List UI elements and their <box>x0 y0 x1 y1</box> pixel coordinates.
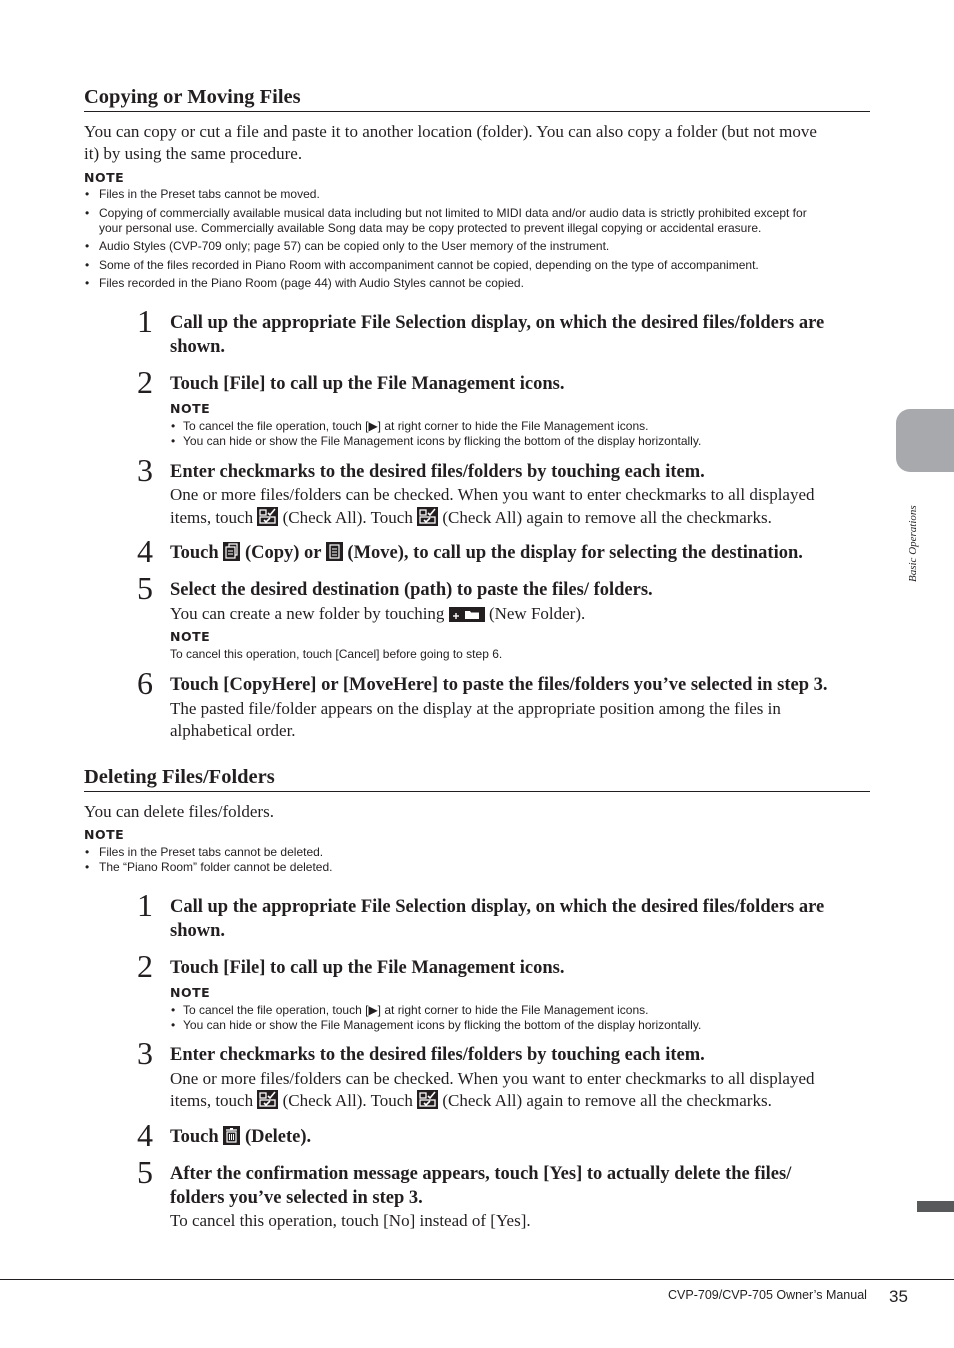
step-body: items, touch (Check All). Touch (Check All) again to remove all the checkmarks. <box>170 1091 772 1110</box>
step-title: Select the desired destination (path) to paste the files/ folders. <box>170 580 653 600</box>
step-body: You can create a new folder by touching (New Folder). <box>170 604 586 623</box>
step-body: items, touch (Check All). Touch (Check All) again to remove all the checkmarks. <box>170 508 772 527</box>
delete-icon <box>223 1126 240 1145</box>
note-item: To cancel this operation, touch [Cancel] before going to step 6. <box>170 647 503 661</box>
note-item: • Copying of commercially available musical data including but not limited to MIDI data and/or audio data is strictly prohibited except for <box>85 206 807 220</box>
intro-text: it) by using the same procedure. <box>84 144 303 163</box>
step-title: shown. <box>170 337 226 357</box>
step-title: Touch [File] to call up the File Management icons. <box>170 958 565 978</box>
note-item: • You can hide or show the File Management icons by flicking the bottom of the display horizontally. <box>171 434 702 448</box>
note-item: • You can hide or show the File Management icons by flicking the bottom of the display horizontally. <box>171 1018 702 1032</box>
step-title: Touch [File] to call up the File Management icons. <box>170 374 565 394</box>
new-folder-icon <box>449 607 485 622</box>
step-body: The pasted file/folder appears on the display at the appropriate position among the files in <box>170 699 781 718</box>
step-number: 3 <box>137 452 153 488</box>
step-number: 3 <box>137 1035 153 1071</box>
step-number: 5 <box>137 1154 153 1190</box>
step-body: One or more files/folders can be checked. When you want to enter checkmarks to all displayed <box>170 485 815 504</box>
note-item: • Files in the Preset tabs cannot be deleted. <box>85 845 324 859</box>
note-label: NOTE <box>84 827 125 842</box>
note-item-continued: your personal use. Commercially available Song data may be copy protected to prevent illegal copying or accidental erasure. <box>99 221 762 235</box>
step-title: Call up the appropriate File Selection display, on which the desired files/folders are <box>170 313 825 333</box>
note-item: • Some of the files recorded in Piano Room with accompaniment cannot be copied, depending on the type of accompaniment. <box>85 258 759 272</box>
step-number: 6 <box>137 665 153 701</box>
note-label: NOTE <box>84 170 125 185</box>
check-all-icon <box>417 1090 438 1109</box>
step-title: folders you’ve selected in step 3. <box>170 1188 423 1208</box>
step-number: 4 <box>137 533 153 569</box>
step-body: One or more files/folders can be checked. When you want to enter checkmarks to all displayed <box>170 1069 815 1088</box>
step-title: After the confirmation message appears, touch [Yes] to actually delete the files/ <box>170 1164 792 1184</box>
page-edge-bar <box>917 1201 954 1212</box>
note-item: • To cancel the file operation, touch [▶] at right corner to hide the File Management icons. <box>171 419 649 433</box>
step-number: 2 <box>137 948 153 984</box>
chapter-tab <box>896 409 954 472</box>
section-title-delete: Deleting Files/Folders <box>84 765 870 792</box>
step-number: 2 <box>137 364 153 400</box>
footer-manual-title: CVP-709/CVP-705 Owner’s Manual <box>668 1288 867 1302</box>
side-label <box>906 482 920 582</box>
note-item: • To cancel the file operation, touch [▶] at right corner to hide the File Management icons. <box>171 1003 649 1017</box>
note-label: NOTE <box>170 985 211 1000</box>
intro-text: You can delete files/folders. <box>84 802 274 821</box>
move-icon <box>326 542 343 561</box>
note-item: • Files recorded in the Piano Room (page 44) with Audio Styles cannot be copied. <box>85 276 524 290</box>
step-title: Enter checkmarks to the desired files/folders by touching each item. <box>170 1045 705 1065</box>
note-item: • Files in the Preset tabs cannot be moved. <box>85 187 320 201</box>
check-all-icon <box>417 507 438 526</box>
check-all-icon <box>257 507 278 526</box>
step-number: 1 <box>137 303 153 339</box>
step-number: 1 <box>137 887 153 923</box>
copy-icon <box>223 542 240 561</box>
step-number: 4 <box>137 1117 153 1153</box>
note-item: • Audio Styles (CVP-709 only; page 57) can be copied only to the User memory of the instrument. <box>85 239 610 253</box>
note-label: NOTE <box>170 401 211 416</box>
footer-rule <box>0 1279 954 1280</box>
step-body: To cancel this operation, touch [No] instead of [Yes]. <box>170 1211 531 1230</box>
check-all-icon <box>257 1090 278 1109</box>
step-body: alphabetical order. <box>170 721 296 740</box>
page-number: 35 <box>889 1287 908 1306</box>
note-label: NOTE <box>170 629 211 644</box>
step-title: Call up the appropriate File Selection display, on which the desired files/folders are <box>170 897 825 917</box>
side-label-text: Basic Operations <box>907 505 919 582</box>
step-title: Touch (Delete). <box>170 1127 312 1147</box>
note-item: • The “Piano Room” folder cannot be deleted. <box>85 860 333 874</box>
step-title: Touch (Copy) or (Move), to call up the display for selecting the destination. <box>170 543 803 563</box>
step-title: Touch [CopyHere] or [MoveHere] to paste the files/folders you’ve selected in step 3. <box>170 675 828 695</box>
step-title: shown. <box>170 921 226 941</box>
step-title: Enter checkmarks to the desired files/folders by touching each item. <box>170 462 705 482</box>
step-number: 5 <box>137 570 153 606</box>
intro-text: You can copy or cut a file and paste it to another location (folder). You can also copy a folder (but not move <box>84 122 817 141</box>
section-title-copy-move: Copying or Moving Files <box>84 85 870 112</box>
